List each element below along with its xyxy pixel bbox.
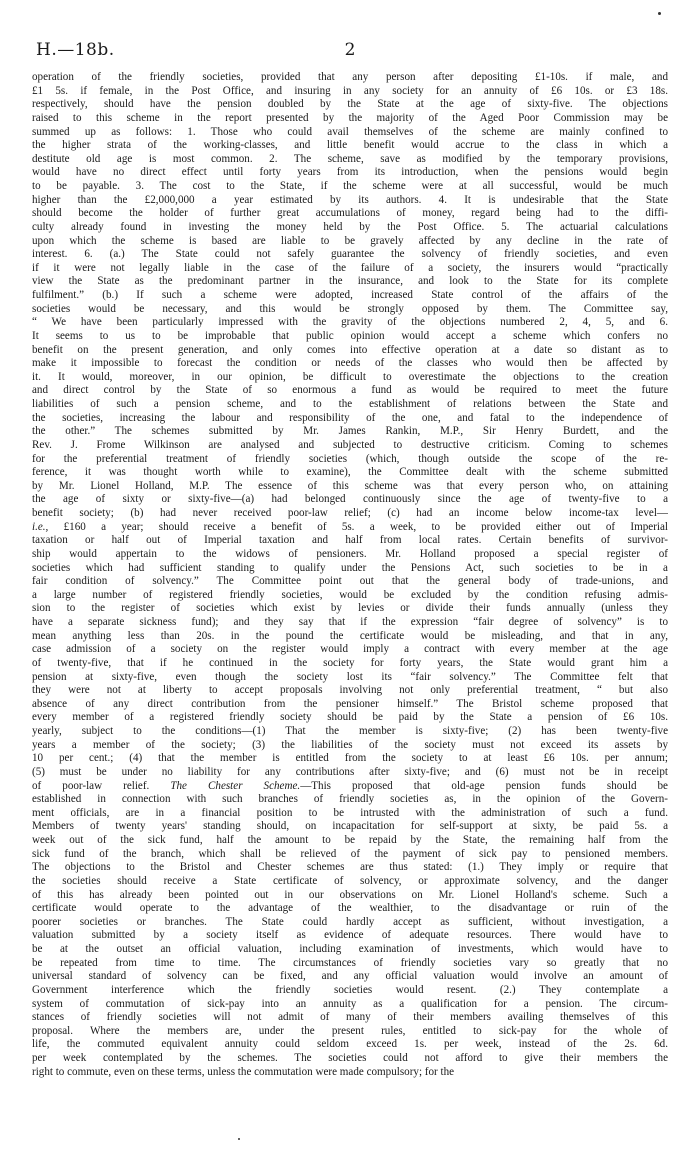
text-line: pension at sixty-five, even though the society lost its “fair solvency.” The Committee felt that xyxy=(32,670,668,683)
text-line: i.e., £160 a year; should receive a benefit of 5s. a week, to be provided either out of Imperial xyxy=(32,520,668,533)
text-line: societies would be necessary, and this would be strongly opposed by them. The Committee say, xyxy=(32,302,668,315)
text-line: upon which the scheme is based are liable to be gravely affected by any decline in the rate of xyxy=(32,234,668,247)
text-line: stances of friendly societies will not admit of many of their members availing themselves of this xyxy=(32,1011,668,1024)
page-mark xyxy=(238,1138,240,1140)
text-line: the other.” The schemes submitted by Mr. James Rankin, M.P., Sir Henry Burdett, and the xyxy=(32,425,668,438)
text-line: ship would appertain to the widows of pensioners. Mr. Holland proposed a special register of xyxy=(32,547,668,560)
body-text xyxy=(32,71,668,1079)
text-line: the societies, increasing the labour and responsibility of the one, and fatal to the independence of xyxy=(32,411,668,424)
text-line: ference, it was thought worth while to examine), the Committee dealt with the scheme submitted xyxy=(32,466,668,479)
text-line: certificate would operate to the advantage of the wealthier, to the disadvantage or ruin of the xyxy=(32,902,668,915)
text-line: proposal. Where the members are, under the present rules, entitled to sick-pay for the whole of xyxy=(32,1024,668,1037)
text-line: they were not at liberty to accept proposals involving not only preferential treatment, “ but also xyxy=(32,684,668,697)
text-line: destitute old age is most common. 2. The scheme, save as modified by the temporary provisions, xyxy=(32,152,668,165)
text-line: case admission of a society on the register would imply a contract with every member at the age xyxy=(32,643,668,656)
text-line: yearly, subject to the conditions—(1) That the member is sixty-five; (2) has been twenty-five xyxy=(32,725,668,737)
text-line: per week contemplated by the schemes. The societies could not afford to give their members the xyxy=(32,1052,668,1064)
page-mark xyxy=(658,12,661,15)
text-line: mean anything less than 20s. in the pound the certificate would be misleading, and that in any, xyxy=(32,629,668,642)
text-line: “ We have been particularly impressed with the gravity of the objections numbered 2, 4, 5, and 6. xyxy=(32,316,668,329)
page-header xyxy=(36,40,664,62)
text-line: should become the holder of further great accumulations of money, regard being had to the diffi- xyxy=(32,207,668,220)
text-line: years a member of the society; (3) the liabilities of the society must not exceed its assets by xyxy=(32,738,668,751)
text-line: the societies should receive a State certificate of solvency, or approximate solvency, and the danger xyxy=(32,874,668,887)
text-line: ment officials, are in a financial position to be intrusted with the administration of such a fund. xyxy=(32,806,668,819)
text-line: of poor-law relief. The Chester Scheme.—This proposed that old-age pension funds should be xyxy=(32,779,668,792)
text-line: fair condition of solvency.” The Committee point out that the general body of trade-unions, and xyxy=(32,575,668,588)
text-line: universal standard of solvency can be fixed, and any official valuation would involve an amount of xyxy=(32,970,668,983)
text-line: summed up as follows: 1. Those who could avail themselves of the scheme are mainly confined to xyxy=(32,125,668,138)
text-line: raised to this scheme in the report presented by the majority of the Aged Poor Commission may be xyxy=(32,111,668,124)
text-line: the age of sixty or sixty-five—(a) had belonged continuously since the age of twenty-five to a xyxy=(32,493,668,506)
text-line: a large number of registered friendly societies, would be excluded by the condition refusing admis- xyxy=(32,588,668,601)
text-line: of this has already been pointed out in our observations on Mr. Lionel Holland's scheme. Such a xyxy=(32,888,668,901)
text-line: make it impossible to forecast the condition or needs of the classes who would then be affected by xyxy=(32,357,668,370)
text-line: It seems to us to be improbable that public opinion would accept a scheme which confers no xyxy=(32,329,668,342)
text-line: higher than the £2,000,000 a year estimated by its authors. 4. It is undesirable that the State xyxy=(32,193,668,206)
text-line: respectively, should have the pension doubled by the State at the age of sixty-five. The objections xyxy=(32,98,668,111)
text-line: operation of the friendly societies, provided that any person after depositing £1-10s. if male, and xyxy=(32,71,668,83)
text-line: system of commutation of sick-pay into an annuity as a qualification for a pension. The circum- xyxy=(32,997,668,1010)
text-line: sion to the register of societies which exist by levies or divide their funds annually (unless they xyxy=(32,602,668,615)
text-line: right to commute, even on these terms, unless the commutation were made compulsory; for the xyxy=(32,1065,455,1078)
text-line: absence of any direct contribution from the pensioner himself.” The Bristol scheme proposed that xyxy=(32,697,668,710)
text-line: and direct control by the State of so enormous a fund as would be required to meet the future xyxy=(32,384,668,397)
text-line: view the State as the predominant partner in the insurance, and look to the State for its complete xyxy=(32,275,668,288)
text-line: be at the outset an official valuation, including examination of investments, which would have to xyxy=(32,943,668,955)
text-line: poorer societies or branches. The State could hardly accept as sufficient, without investigation, a xyxy=(32,915,668,928)
text-line: of twenty-five, that if he continued in the society for forty years, the State would grant him a xyxy=(32,656,668,669)
text-line: liabilities of such a pension scheme, and to the establishment of relations between the State and xyxy=(32,398,668,410)
text-line: the higher strata of the working-classes, and little benefit would accrue to the class in which a xyxy=(32,139,668,152)
text-line: life, the commuted equivalent annuity could seldom exceed 1s. per week, instead of the 2s. 6d. xyxy=(32,1038,668,1051)
text-line: 10 per cent.; (4) that the member is entitled from the society to at least £6 10s. per annum; xyxy=(32,752,668,765)
text-line: culty already found in investing the money held by the Post Office. 5. The actuarial calculations xyxy=(32,220,668,233)
text-line: benefit on the present generation, and only comes into effective operation at a date so distant as to xyxy=(32,343,668,356)
text-line: taxation or half out of Imperial taxation and half from local rates. Certain benefits of survivor- xyxy=(32,534,668,547)
document-reference: H.—18b. xyxy=(36,40,115,60)
text-line: The objections to the Bristol and Chester schemes are thus stated: (1.) They imply or require that xyxy=(32,861,668,874)
text-line: for the preferential treatment of friendly societies (which, though outside the scope of the re- xyxy=(32,452,668,465)
text-line: it. It would, moreover, in our opinion, be difficult to overestimate the objections to the creation xyxy=(32,370,668,383)
text-line: every member of a registered friendly society should be paid by the State a pension of £6 10s. xyxy=(32,711,668,724)
page-number: 2 xyxy=(344,40,356,60)
text-line: interest. 6. (a.) The State could not safely guarantee the solvency of friendly societies, and even xyxy=(32,248,668,261)
text-line: £1 5s. if female, in the Post Office, and insuring in any society for an annuity of £6 10s. or £3 18s. xyxy=(32,84,668,97)
text-line: sick fund of the branch, which shall be relieved of the payment of sick pay to pensioned members. xyxy=(32,847,668,860)
text-line: have a separate sickness fund); and they say that if the expression “fair degree of solvency” is to xyxy=(32,616,668,628)
text-line: by Mr. Lionel Holland, M.P. The essence of this scheme was that every person who, on attaining xyxy=(32,479,668,492)
text-line: fulfilment.” (b.) If such a scheme were adopted, increased State control of the affairs of the xyxy=(32,289,668,301)
text-line: (5) must be under no liability for any contributions after sixty-five; and (6) must not be in receipt xyxy=(32,765,668,778)
text-line: be repeated from time to time. The circumstances of friendly societies vary so greatly that no xyxy=(32,956,668,969)
text-line: benefit society; (b) had never received poor-law relief; (c) had an income below income-tax level— xyxy=(32,507,668,519)
text-line: would have no direct effect until forty years from its introduction, when the pensions would begin xyxy=(32,166,668,179)
text-line: to be payable. 3. The cost to the State, if the scheme were at all successful, would be much xyxy=(32,180,668,192)
text-line: societies which had sufficient standing to qualify under the Pensions Act, such societies to be in a xyxy=(32,561,668,574)
text-line: if it were not legally liable in the case of the failure of a society, the insurers would “practically xyxy=(32,261,668,274)
text-line: Rev. J. Frome Wilkinson are analysed and subjected to destructive criticism. Coming to schemes xyxy=(32,438,668,451)
text-line: established in connection with such branches of friendly societies as, in the opinion of the Govern- xyxy=(32,793,668,806)
text-line: valuation submitted by a society itself as evidence of adequate resources. There would have to xyxy=(32,929,668,942)
text-line: week out of the sick fund, half the amount to be repaid by the State, the remaining half from the xyxy=(32,834,668,846)
text-line: Government interference which the friendly societies would resent. (2.) They contemplate a xyxy=(32,983,668,996)
text-line: Members of twenty years' standing should, on incapacitation for self-support at sixty, be paid 5s. a xyxy=(32,820,668,833)
